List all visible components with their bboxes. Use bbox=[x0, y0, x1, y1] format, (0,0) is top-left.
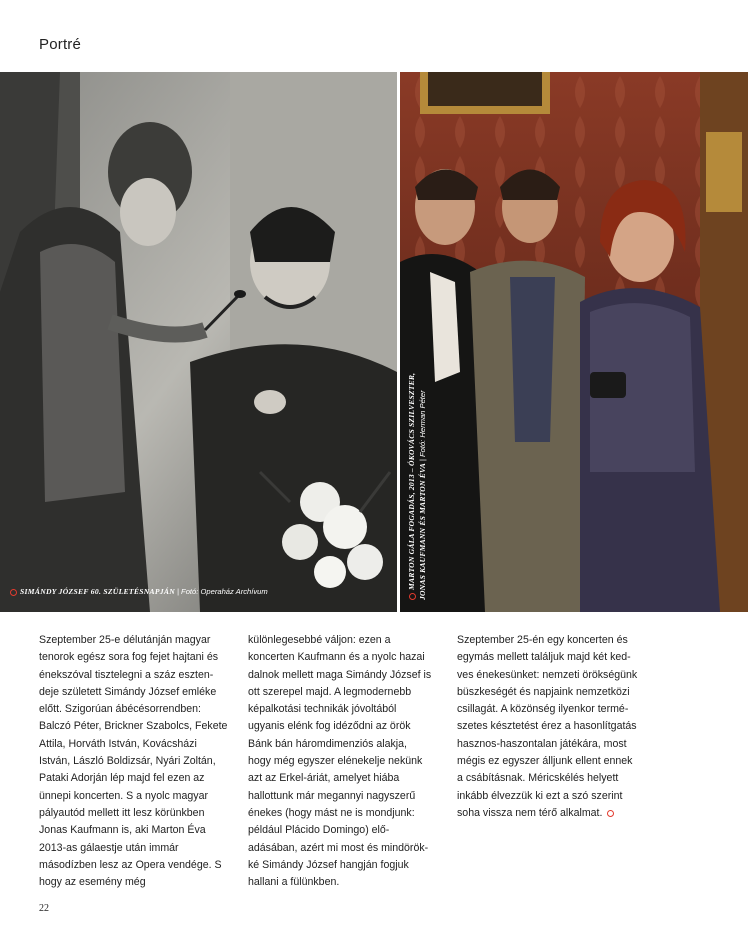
caption-bullet-icon bbox=[10, 589, 17, 596]
caption-bullet-icon bbox=[409, 593, 416, 600]
text-line: szetes késztetést érez a hasonlítgatás bbox=[457, 720, 637, 733]
text-line: Bánk bán háromdimenziós alakja, bbox=[248, 737, 407, 750]
text-line: másodízben lesz az Opera vendége. S bbox=[39, 858, 222, 871]
text-line: mégis ez egyszer álljunk ellent ennek bbox=[457, 755, 633, 768]
text-line: inkább élvezzük ki ezt a szó szerint bbox=[457, 789, 623, 802]
text-line: ott szerepel majd. A legmodernebb bbox=[248, 685, 412, 698]
text-line: például Plácido Domingo) elő- bbox=[248, 824, 390, 837]
text-line: hallottunk már megannyi nagyszerű bbox=[248, 789, 416, 802]
text-line: Balczó Péter, Brickner Szabolcs, Fekete bbox=[39, 720, 228, 733]
text-line: csillagát. A közönség ilyenkor termé- bbox=[457, 703, 629, 716]
photo-caption-right bbox=[406, 300, 428, 600]
text-line: ünnepi koncerten. S a nyolc magyar bbox=[39, 789, 209, 802]
text-line: adásában, azért mi most és mindörök- bbox=[248, 841, 429, 854]
text-line: énekszóval tisztelegni a száz eszten- bbox=[39, 668, 214, 681]
text-line: soha vissza nem térő alkalmat. bbox=[457, 806, 603, 819]
article-column-1 bbox=[39, 632, 235, 891]
text-line: ké Simándy József hangján fogjuk bbox=[248, 858, 409, 871]
page-number: 22 bbox=[39, 903, 49, 914]
text-line: a csábításnak. Méricskélés helyett bbox=[457, 772, 619, 785]
text-line: tenorok egész sora fog fejet hajtani és bbox=[39, 651, 219, 664]
caption-right-line2: JONAS KAUFMANN ÉS MARTON ÉVA bbox=[418, 463, 427, 600]
caption-right-credit: | Fotó: Herman Péter bbox=[418, 390, 427, 462]
photo-caption-left bbox=[10, 587, 268, 596]
text-line: ves énekesünket: nemzeti örökségünk bbox=[457, 668, 638, 681]
text-line: énekes (hogy mást ne is mondjunk: bbox=[248, 806, 415, 819]
text-line: dalnok mellett maga Simándy József is bbox=[248, 668, 432, 681]
end-mark-icon bbox=[607, 810, 614, 817]
article-column-3 bbox=[457, 632, 653, 822]
text-line: Pataki Adorján lép majd fel ezen az bbox=[39, 772, 205, 785]
caption-left-credit: | Fotó: Operaház Archívum bbox=[176, 587, 268, 596]
text-line: büszkeségét és napjaink nemzetközi bbox=[457, 685, 630, 698]
text-line: egymás mellett találjuk majd két ked- bbox=[457, 651, 631, 664]
text-line: koncerten Kaufmann és a nyolc hazai bbox=[248, 651, 425, 664]
text-line: deje született Simándy József emléke bbox=[39, 685, 217, 698]
archive-photo-simandy bbox=[0, 72, 397, 612]
text-line: hogy még egyszer elénekelje nekünk bbox=[248, 755, 423, 768]
text-line: Szeptember 25-én egy koncerten és bbox=[457, 634, 628, 646]
text-line: Attila, Horváth István, Kovácsházi bbox=[39, 737, 197, 750]
text-line: ugyanis elénk fog idéződni az örök bbox=[248, 720, 411, 733]
text-line: előtt. Szigorúan ábécésorrendben: bbox=[39, 703, 201, 716]
text-line: Jonas Kaufmann is, aki Marton Éva bbox=[39, 824, 206, 837]
caption-right-line1: MARTON GÁLA FOGADÁS, 2013 – ÓKOVÁCS SZILVESZTER, bbox=[407, 372, 416, 590]
text-line: pályautód mellett itt lesz körünkben bbox=[39, 806, 205, 819]
text-line-final bbox=[457, 805, 653, 822]
caption-left-name: SIMÁNDY JÓZSEF 60. SZÜLETÉSNAPJÁN bbox=[20, 587, 176, 596]
text-line: hallani a fülünkben. bbox=[248, 876, 340, 889]
text-line: képalkotási technikák jóvoltából bbox=[248, 703, 397, 716]
text-line: hogy az esemény még bbox=[39, 876, 146, 889]
section-label: Portré bbox=[39, 36, 82, 53]
text-line: különlegesebbé váljon: ezen a bbox=[248, 634, 391, 646]
text-line: hasznos-haszontalan játékára, most bbox=[457, 737, 627, 750]
archive-photo-illustration bbox=[0, 72, 397, 612]
gala-reception-photo bbox=[400, 72, 748, 612]
gala-photo-illustration bbox=[400, 72, 748, 612]
text-line: azt az Erkel-áriát, amelyet hiába bbox=[248, 772, 400, 785]
text-line: 2013-as gálaestje után immár bbox=[39, 841, 179, 854]
text-line: István, László Boldizsár, Nyári Zoltán, bbox=[39, 755, 216, 768]
article-column-2 bbox=[248, 632, 444, 891]
text-line: Szeptember 25-e délutánján magyar bbox=[39, 634, 211, 646]
